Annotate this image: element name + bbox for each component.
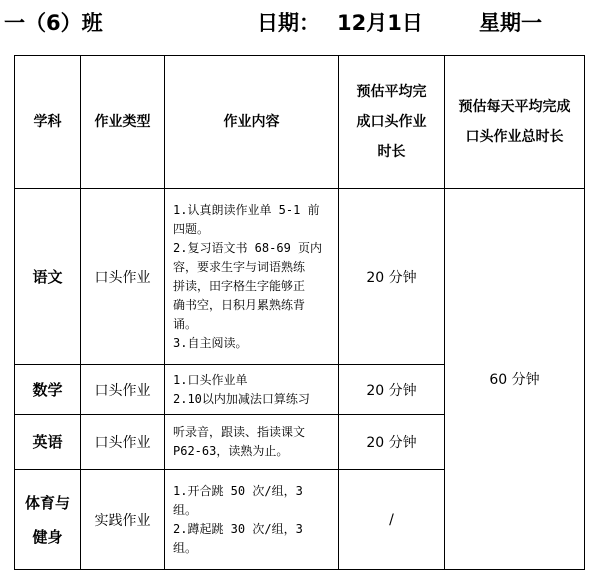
table-header-row	[15, 56, 585, 189]
weekday: 星期一	[479, 11, 542, 35]
subject-line: 健身	[32, 527, 63, 546]
subject-line: 体育与	[24, 493, 70, 512]
duration-cell: 20 分钟	[339, 365, 445, 415]
header-duration-line: 成口头作业	[356, 114, 427, 130]
type-cell: 口头作业	[81, 415, 165, 470]
header-content: 作业内容	[165, 56, 339, 189]
content-cell	[165, 365, 339, 415]
subject-cell: 数学	[15, 365, 81, 415]
content-line: 1.口头作业单	[173, 372, 248, 387]
header-subject: 学科	[15, 56, 81, 189]
homework-table	[14, 55, 585, 570]
type-cell: 口头作业	[81, 365, 165, 415]
subject-cell: 语文	[15, 189, 81, 365]
duration-cell: 20 分钟	[339, 415, 445, 470]
subject-cell: 英语	[15, 415, 81, 470]
content-line: 3.自主阅读。	[173, 335, 248, 350]
subject-cell	[15, 470, 81, 570]
content-line: 诵。	[173, 316, 198, 331]
content-line: 2.10以内加减法口算练习	[173, 391, 310, 406]
content-cell	[165, 470, 339, 570]
date-label: 日期：	[257, 11, 320, 35]
class-name: 一（6）班	[4, 11, 103, 35]
content-line: P62-63，读熟为止。	[173, 444, 289, 458]
content-cell	[165, 189, 339, 365]
content-line: 四题。	[173, 221, 210, 236]
type-cell: 实践作业	[81, 470, 165, 570]
content-line: 1.开合跳 50 次/组，3 组。	[173, 483, 303, 517]
duration-cell: /	[339, 470, 445, 570]
content-cell	[165, 415, 339, 470]
header-type: 作业类型	[81, 56, 165, 189]
content-line: 容，要求生字与词语熟练	[173, 259, 306, 274]
total-duration-cell: 60 分钟	[445, 189, 585, 570]
content-line: 确书空，日积月累熟练背	[173, 297, 306, 312]
header-duration-line: 预估平均完	[356, 84, 427, 100]
header-total	[445, 56, 585, 189]
content-line: 1.认真朗读作业单 5-1 前	[173, 202, 320, 217]
content-line: 拼读，田字格生字能够正	[173, 278, 306, 293]
date-value: 12月1日	[337, 11, 423, 35]
header-total-line: 口头作业总时长	[465, 129, 564, 145]
content-line: 2.蹲起跳 30 次/组，3 组。	[173, 521, 303, 555]
header-duration	[339, 56, 445, 189]
page-header	[0, 0, 593, 48]
duration-cell: 20 分钟	[339, 189, 445, 365]
content-line: 听录音，跟读、指读课文	[173, 425, 306, 439]
type-cell: 口头作业	[81, 189, 165, 365]
header-duration-line: 时长	[377, 144, 406, 160]
header-total-line: 预估每天平均完成	[458, 99, 571, 115]
table-row-chinese	[15, 189, 585, 365]
content-line: 2.复习语文书 68-69 页内	[173, 240, 323, 255]
